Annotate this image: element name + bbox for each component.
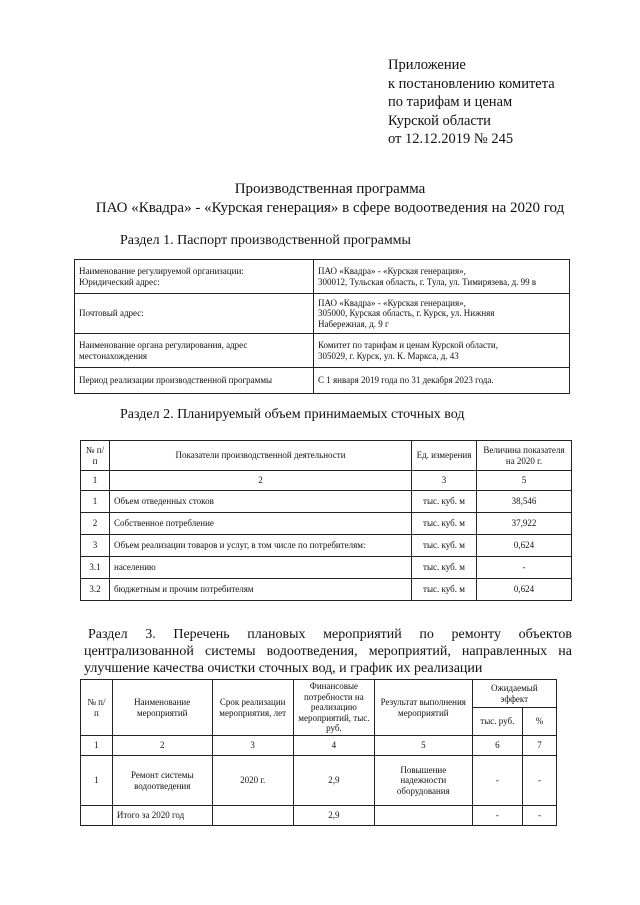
row-effect-pct: - xyxy=(523,756,557,806)
table-row xyxy=(75,334,570,368)
total-empty xyxy=(374,806,472,826)
document-title: Производственная программа xyxy=(234,181,426,197)
value-cell xyxy=(314,294,570,334)
label-line: Наименование органа регулирования, адрес xyxy=(79,340,248,350)
appendix-line: по тарифам и ценам xyxy=(388,94,513,110)
index-cell: 7 xyxy=(523,736,557,756)
row-num: 2 xyxy=(81,513,110,535)
table-row xyxy=(75,260,570,294)
row-effect-rub: - xyxy=(472,756,522,806)
table-row xyxy=(81,513,572,535)
value-line: 300012, Тульская область, г. Тула, ул. Тимирязева, д. 99 в xyxy=(318,276,537,287)
total-label: Итого за 2020 год xyxy=(112,806,212,826)
index-cell: 4 xyxy=(293,736,374,756)
section3-heading-first: Раздел 3. Перечень плановых мероприятий по ремонту объектов xyxy=(88,627,572,642)
appendix-line: Приложение xyxy=(388,57,466,73)
row-result: Повышение надежности оборудования xyxy=(374,756,472,806)
table-index-row xyxy=(81,471,572,491)
section1-heading: Раздел 1. Паспорт производственной программы xyxy=(120,233,411,248)
row-value: 38,546 xyxy=(477,491,572,513)
label-cell xyxy=(75,368,314,394)
row-unit: тыс. куб. м xyxy=(412,491,477,513)
table-total-row xyxy=(81,806,557,826)
value-cell xyxy=(314,260,570,294)
index-cell: 6 xyxy=(472,736,522,756)
value-cell xyxy=(314,334,570,368)
row-unit: тыс. куб. м xyxy=(412,535,477,557)
row-num: 3 xyxy=(81,535,110,557)
header-finance: Финансовые потребности на реализацию мероприятий, тыс. руб. xyxy=(293,680,374,736)
label-line: Юридический адрес: xyxy=(79,276,160,287)
value-line: 305000, Курская область, г. Курск, ул. Нижняя xyxy=(318,308,495,319)
label-line: Наименование регулируемой организации: xyxy=(79,266,244,276)
index-cell: 1 xyxy=(81,736,113,756)
header-num: № п/п xyxy=(81,680,113,736)
label-cell xyxy=(75,294,314,334)
table-row xyxy=(81,557,572,579)
row-name: Собственное потребление xyxy=(110,513,412,535)
table-header-row xyxy=(81,680,557,708)
header-value: Величина показателя на 2020 г. xyxy=(477,441,572,471)
row-unit: тыс. куб. м xyxy=(412,513,477,535)
measures-table xyxy=(80,679,557,826)
value-line: ПАО «Квадра» - «Курская генерация», xyxy=(318,297,466,308)
label-cell xyxy=(75,260,314,294)
row-num: 1 xyxy=(81,756,113,806)
row-name: Ремонт системы водоотведения xyxy=(112,756,212,806)
table-row xyxy=(81,535,572,557)
row-unit: тыс. куб. м xyxy=(412,579,477,601)
appendix-line: Курской области xyxy=(388,112,491,129)
appendix-line: к постановлению комитета xyxy=(388,75,555,92)
table-row xyxy=(75,368,570,394)
total-effect-rub: - xyxy=(472,806,522,826)
row-name: Объем реализации товаров и услуг, в том числе по потребителям: xyxy=(110,535,412,557)
table-row xyxy=(81,579,572,601)
table-row xyxy=(81,491,572,513)
total-finance: 2,9 xyxy=(293,806,374,826)
volume-table xyxy=(80,440,572,601)
value-cell xyxy=(314,368,570,394)
index-cell: 3 xyxy=(212,736,293,756)
header-effect-rub: тыс. руб. xyxy=(472,708,522,736)
header-term: Срок реализации мероприятия, лет xyxy=(212,680,293,736)
label-line: Период реализации производственной программы xyxy=(79,375,273,386)
index-cell: 3 xyxy=(412,471,477,491)
value-line: 305029, г. Курск, ул. К. Маркса, д. 43 xyxy=(318,350,459,361)
row-num: 3.2 xyxy=(81,579,110,601)
index-cell: 5 xyxy=(477,471,572,491)
table-row xyxy=(75,294,570,334)
index-cell: 2 xyxy=(112,736,212,756)
row-value: 0,624 xyxy=(477,579,572,601)
header-effect-pct: % xyxy=(523,708,557,736)
table-header-row xyxy=(81,441,572,471)
row-unit: тыс. куб. м xyxy=(412,557,477,579)
section3-heading xyxy=(84,626,572,677)
header-result: Результат выполнения мероприятий xyxy=(374,680,472,736)
row-name: Объем отведенных стоков xyxy=(110,491,412,513)
section3-heading-rest: централизованной системы водоотведения, мероприятий, направленных на улучшение качества очистки сточных вод, и график их реализации xyxy=(84,644,572,676)
row-num: 1 xyxy=(81,491,110,513)
label-cell xyxy=(75,334,314,368)
appendix-note xyxy=(388,56,628,149)
header-name: Наименование мероприятий xyxy=(112,680,212,736)
table-index-row xyxy=(81,736,557,756)
value-line: Комитет по тарифам и ценам Курской области, xyxy=(318,340,498,350)
total-empty xyxy=(212,806,293,826)
section2-heading: Раздел 2. Планируемый объем принимаемых сточных вод xyxy=(120,407,465,422)
header-indicator: Показатели производственной деятельности xyxy=(110,441,412,471)
value-line: ПАО «Квадра» - «Курская генерация», xyxy=(318,266,466,276)
header-num: № п/п xyxy=(81,441,110,471)
index-cell: 1 xyxy=(81,471,110,491)
index-cell: 5 xyxy=(374,736,472,756)
row-finance: 2,9 xyxy=(293,756,374,806)
index-cell: 2 xyxy=(110,471,412,491)
row-term: 2020 г. xyxy=(212,756,293,806)
row-name: бюджетным и прочим потребителям xyxy=(110,579,412,601)
row-value: 37,922 xyxy=(477,513,572,535)
passport-table xyxy=(74,259,570,394)
label-line: местонахождения xyxy=(79,350,148,361)
total-effect-pct: - xyxy=(523,806,557,826)
row-value: - xyxy=(477,557,572,579)
row-name: населению xyxy=(110,557,412,579)
header-effect: Ожидаемый эффект xyxy=(472,680,556,708)
row-value: 0,624 xyxy=(477,535,572,557)
appendix-line: от 12.12.2019 № 245 xyxy=(388,131,514,147)
value-line: С 1 января 2019 года по 31 декабря 2023 года. xyxy=(318,375,494,386)
value-line: Набережная, д. 9 г xyxy=(318,318,389,329)
header-unit: Ед. измерения xyxy=(412,441,477,471)
label-line: Почтовый адрес: xyxy=(79,308,144,319)
document-subtitle: ПАО «Квадра» - «Курская генерация» в сфере водоотведения на 2020 год xyxy=(95,200,565,216)
row-num: 3.1 xyxy=(81,557,110,579)
table-row xyxy=(81,756,557,806)
total-empty xyxy=(81,806,113,826)
